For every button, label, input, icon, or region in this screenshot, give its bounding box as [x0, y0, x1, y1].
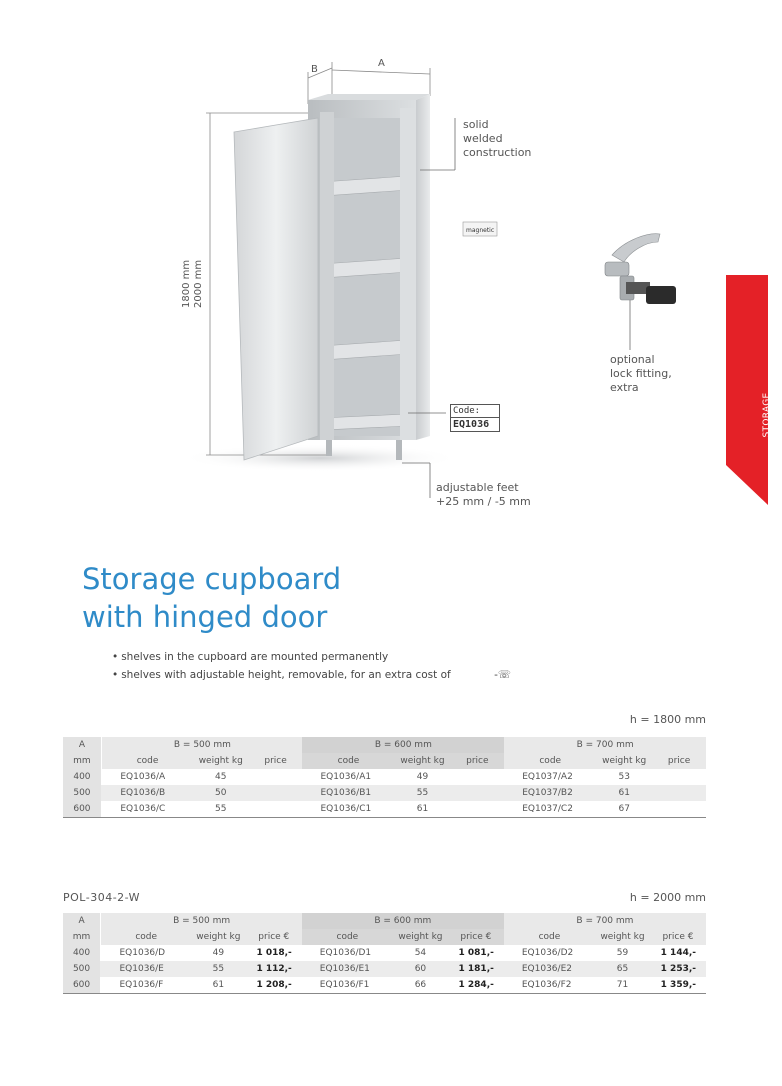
cell-code: EQ1036/A: [102, 769, 192, 785]
cell-weight: 60: [393, 961, 448, 977]
cell-weight: 49: [395, 769, 451, 785]
col-header-weight: weight kg: [393, 929, 448, 945]
feature-bullet: • shelves in the cupboard are mounted permanently: [112, 651, 389, 663]
cell-weight: 61: [395, 801, 451, 818]
group-header-b700: B = 700 mm: [504, 737, 706, 753]
col-header-code: code: [504, 929, 595, 945]
cell-price: 1 208,-: [246, 977, 302, 994]
group-header-b600: B = 600 mm: [302, 737, 504, 753]
row-a-value: 400: [63, 769, 101, 785]
col-header-weight: weight kg: [596, 753, 652, 769]
table-row: [63, 961, 706, 977]
cell-code: EQ1036/C: [102, 801, 192, 818]
cell-weight: 49: [191, 945, 246, 961]
code-box: [450, 404, 500, 432]
price-suffix: -☏: [494, 669, 511, 681]
cell-code: EQ1036/D1: [302, 945, 393, 961]
cell-weight: 53: [596, 769, 652, 785]
page-title-line-2: with hinged door: [82, 600, 328, 634]
category-tab-label: STORAGE CUPBOARDS: [762, 385, 782, 445]
col-header-price: price: [652, 753, 706, 769]
col-header-price: price €: [448, 929, 504, 945]
cell-code: EQ1037/A2: [504, 769, 596, 785]
feet-callout: adjustable feet +25 mm / -5 mm: [436, 481, 531, 508]
height-label-table-1: h = 1800 mm: [629, 713, 706, 726]
row-a-value: 500: [63, 961, 100, 977]
cell-code: EQ1036/F: [101, 977, 190, 994]
col-header-code: code: [101, 929, 190, 945]
cell-price: [249, 769, 303, 785]
col-header-weight: weight kg: [395, 753, 451, 769]
group-header-b500: B = 500 mm: [102, 737, 302, 753]
cell-price: 1 081,-: [448, 945, 504, 961]
dimension-a-label: A: [378, 58, 385, 69]
col-header-price: price €: [650, 929, 706, 945]
cell-price: [450, 769, 504, 785]
col-header-weight: weight kg: [191, 929, 246, 945]
construction-callout: solid welded construction: [463, 118, 532, 159]
row-a-value: 400: [63, 945, 100, 961]
row-a-value: 500: [63, 785, 101, 801]
group-header-b500: B = 500 mm: [101, 913, 301, 929]
height-label-table-2: h = 2000 mm: [629, 891, 706, 904]
group-header-b700: B = 700 mm: [504, 913, 706, 929]
cell-code: EQ1036/E2: [504, 961, 595, 977]
table-row: [63, 977, 706, 994]
col-header-code: code: [504, 753, 596, 769]
price-table-2000: [63, 913, 706, 994]
table-row: [63, 769, 706, 785]
table-row: [63, 945, 706, 961]
table-row: [63, 785, 706, 801]
cell-price: [652, 785, 706, 801]
cupboard-illustration: [150, 40, 610, 520]
cell-price: [249, 801, 303, 818]
dimension-b-label: B: [311, 64, 318, 75]
feature-bullet: • shelves with adjustable height, removable, for an extra cost of -☏: [112, 669, 511, 681]
cell-code: EQ1036/E: [101, 961, 190, 977]
a-header: A: [63, 913, 100, 929]
height-label-1800: 1800 mm: [181, 259, 192, 308]
table-row: [63, 801, 706, 818]
cell-weight: 67: [596, 801, 652, 818]
lock-fitting-icon: [605, 234, 676, 304]
col-header-code: code: [302, 929, 393, 945]
cell-weight: 66: [393, 977, 448, 994]
code-label: Code:: [450, 404, 500, 417]
col-header-code: code: [102, 753, 192, 769]
cell-weight: 61: [191, 977, 246, 994]
lock-callout: optional lock fitting, extra: [610, 353, 672, 394]
cell-weight: 61: [596, 785, 652, 801]
cell-weight: 55: [193, 801, 249, 818]
cell-price: 1 359,-: [650, 977, 706, 994]
feature-bullet-text: shelves with adjustable height, removable, for an extra cost of: [121, 669, 451, 681]
cell-code: EQ1036/B: [102, 785, 192, 801]
cell-price: 1 144,-: [650, 945, 706, 961]
cell-code: EQ1036/C1: [302, 801, 394, 818]
cell-weight: 54: [393, 945, 448, 961]
cell-code: EQ1036/F2: [504, 977, 595, 994]
a-header: A: [63, 737, 101, 753]
cell-price: [652, 801, 706, 818]
cell-weight: 71: [595, 977, 650, 994]
cell-price: [450, 785, 504, 801]
col-header-price: price €: [246, 929, 302, 945]
cell-code: EQ1036/B1: [302, 785, 394, 801]
col-header-code: code: [302, 753, 394, 769]
row-a-value: 600: [63, 977, 100, 994]
cell-weight: 55: [395, 785, 451, 801]
cell-price: [249, 785, 303, 801]
cell-code: EQ1036/F1: [302, 977, 393, 994]
cell-price: [450, 801, 504, 818]
cell-price: 1 112,-: [246, 961, 302, 977]
price-table-1800: [63, 737, 706, 818]
col-header-weight: weight kg: [193, 753, 249, 769]
cell-price: [652, 769, 706, 785]
a-unit: mm: [63, 929, 100, 945]
height-label-2000: 2000 mm: [193, 259, 204, 308]
row-a-value: 600: [63, 801, 101, 818]
col-header-price: price: [450, 753, 504, 769]
cell-code: EQ1036/A1: [302, 769, 394, 785]
cell-price: 1 253,-: [650, 961, 706, 977]
feature-bullet-text: shelves in the cupboard are mounted permanently: [121, 651, 389, 663]
cell-price: 1 181,-: [448, 961, 504, 977]
cell-weight: 45: [193, 769, 249, 785]
page-title-line-1: Storage cupboard: [82, 562, 342, 596]
col-header-weight: weight kg: [595, 929, 650, 945]
col-header-price: price: [249, 753, 303, 769]
cell-weight: 50: [193, 785, 249, 801]
page-title: [82, 560, 341, 636]
cell-code: EQ1036/D2: [504, 945, 595, 961]
cell-price: 1 284,-: [448, 977, 504, 994]
magnetic-label: magnetic: [466, 227, 495, 234]
cell-weight: 65: [595, 961, 650, 977]
model-code: POL-304-2-W: [63, 891, 141, 904]
cell-weight: 55: [191, 961, 246, 977]
cell-code: EQ1036/E1: [302, 961, 393, 977]
cell-price: 1 018,-: [246, 945, 302, 961]
group-header-b600: B = 600 mm: [302, 913, 504, 929]
cell-code: EQ1036/D: [101, 945, 190, 961]
code-value: EQ1036: [450, 417, 500, 432]
cell-weight: 59: [595, 945, 650, 961]
cell-code: EQ1037/B2: [504, 785, 596, 801]
a-unit: mm: [63, 753, 101, 769]
cell-code: EQ1037/C2: [504, 801, 596, 818]
